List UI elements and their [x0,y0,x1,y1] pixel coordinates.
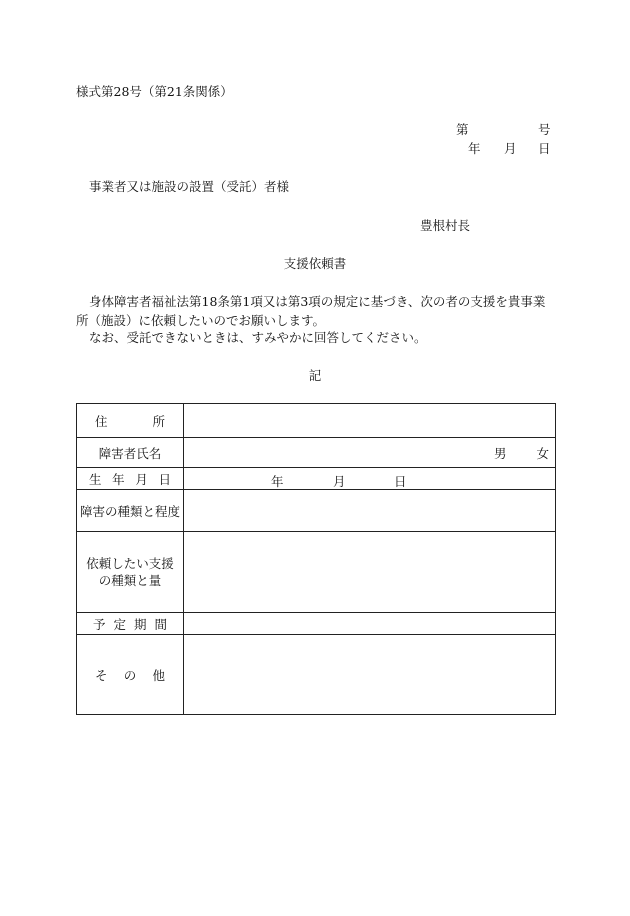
sender: 豊根村長 [420,218,471,233]
date-month: 月 [504,141,517,156]
addressee: 事業者又は施設の設置（受託）者様 [89,179,290,194]
address-field[interactable] [184,404,556,438]
gender-male[interactable]: 男 [493,445,507,461]
name-label: 障害者氏名 [77,438,184,468]
date-day: 日 [538,141,551,156]
document-title: 支援依頼書 [283,256,347,271]
period-label: 予 定 期 間 [77,613,184,635]
form-number: 様式第28号（第21条関係） [76,84,233,99]
body-paragraph-2: なお、受託できないときは、すみやかに回答してください。 [89,330,427,345]
dob-label: 生 年 月 日 [77,468,184,490]
other-field[interactable] [184,635,556,715]
row-dob [77,468,556,490]
row-address [77,404,556,438]
support-field[interactable] [184,532,556,613]
request-form-table [76,403,556,715]
other-label: そ の 他 [77,635,184,715]
issue-number-suffix: 号 [538,122,551,137]
disability-label: 障害の種類と程度 [77,490,184,532]
name-field[interactable] [184,438,556,468]
disability-field[interactable] [184,490,556,532]
support-label: 依頼したい支援 の種類と量 [77,532,184,613]
dob-year: 年 [271,473,284,489]
dob-field[interactable] [184,468,556,490]
ki-heading: 記 [308,368,322,383]
row-period [77,613,556,635]
row-other [77,635,556,715]
dob-month: 月 [333,473,346,489]
row-support [77,532,556,613]
gender-female[interactable]: 女 [536,445,549,461]
date-year: 年 [468,141,481,156]
issue-number-prefix: 第 [456,122,469,137]
row-disability [77,490,556,532]
address-label: 住 所 [77,404,184,438]
dob-day: 日 [394,473,407,489]
period-field[interactable] [184,613,556,635]
body-paragraph-1: 身体障害者福祉法第18条第1項又は第3項の規定に基づき、次の者の支援を貴事業所（施設）に依頼したいのでお願いします。 [76,294,546,328]
row-name [77,438,556,468]
